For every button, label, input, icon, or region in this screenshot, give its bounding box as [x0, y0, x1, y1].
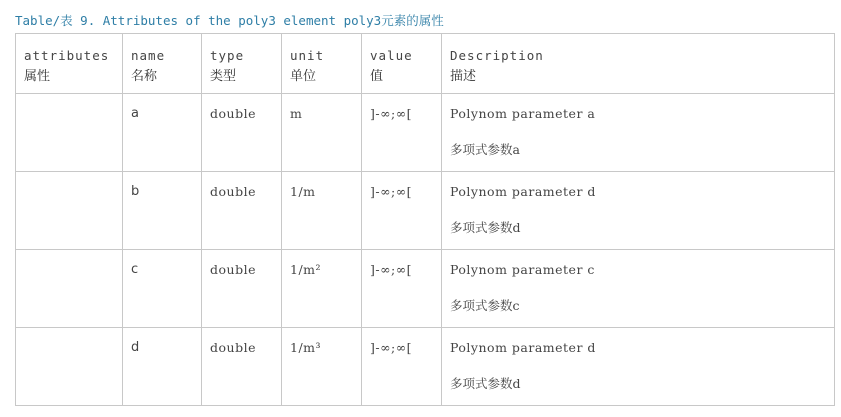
header-label-en: type [210, 48, 245, 63]
description-cn: 多项式参数d [450, 376, 521, 391]
description-en: Polynom parameter d [450, 340, 596, 355]
cell-unit: 1/m [282, 172, 362, 250]
cell-unit: 1/m² [282, 250, 362, 328]
cell-attributes [16, 328, 123, 406]
cell-value: ]-∞;∞[ [362, 94, 442, 172]
cell-type: double [202, 94, 282, 172]
description-cn: 多项式参数c [450, 298, 520, 313]
table-caption: Table/表 9. Attributes of the poly3 element poly3元素的属性 [15, 13, 444, 28]
header-label-cn: 属性 [24, 69, 51, 84]
cell-name: a [123, 94, 202, 172]
cell-description [442, 172, 835, 250]
header-label-en: attributes [24, 48, 110, 63]
header-description [442, 34, 835, 94]
description-en: Polynom parameter a [450, 106, 596, 121]
cell-name: d [123, 328, 202, 406]
cell-unit: 1/m³ [282, 328, 362, 406]
cell-unit: m [282, 94, 362, 172]
cell-name: b [123, 172, 202, 250]
header-label-en: unit [290, 48, 325, 63]
header-label-en: name [131, 48, 166, 63]
description-en: Polynom parameter d [450, 184, 596, 199]
cell-type: double [202, 250, 282, 328]
header-type [202, 34, 282, 94]
table-row [16, 328, 835, 406]
cell-attributes [16, 250, 123, 328]
header-label-cn: 值 [370, 69, 384, 84]
header-label-cn: 类型 [210, 69, 237, 84]
cell-type: double [202, 172, 282, 250]
header-label-en: Description [450, 48, 544, 63]
table-row [16, 94, 835, 172]
header-attributes [16, 34, 123, 94]
cell-type: double [202, 328, 282, 406]
header-value [362, 34, 442, 94]
cell-name: c [123, 250, 202, 328]
cell-description [442, 328, 835, 406]
header-label-cn: 名称 [131, 69, 158, 84]
header-label-cn: 描述 [450, 69, 477, 84]
attributes-table [15, 33, 835, 406]
cell-description [442, 250, 835, 328]
header-label-cn: 单位 [290, 69, 317, 84]
cell-value: ]-∞;∞[ [362, 328, 442, 406]
cell-value: ]-∞;∞[ [362, 172, 442, 250]
cell-attributes [16, 172, 123, 250]
description-en: Polynom parameter c [450, 262, 595, 277]
header-name [123, 34, 202, 94]
table-row [16, 172, 835, 250]
description-cn: 多项式参数d [450, 220, 521, 235]
table-header-row [16, 34, 835, 94]
description-cn: 多项式参数a [450, 142, 520, 157]
table-row [16, 250, 835, 328]
cell-attributes [16, 94, 123, 172]
header-label-en: value [370, 48, 413, 63]
cell-description [442, 94, 835, 172]
cell-value: ]-∞;∞[ [362, 250, 442, 328]
header-unit [282, 34, 362, 94]
